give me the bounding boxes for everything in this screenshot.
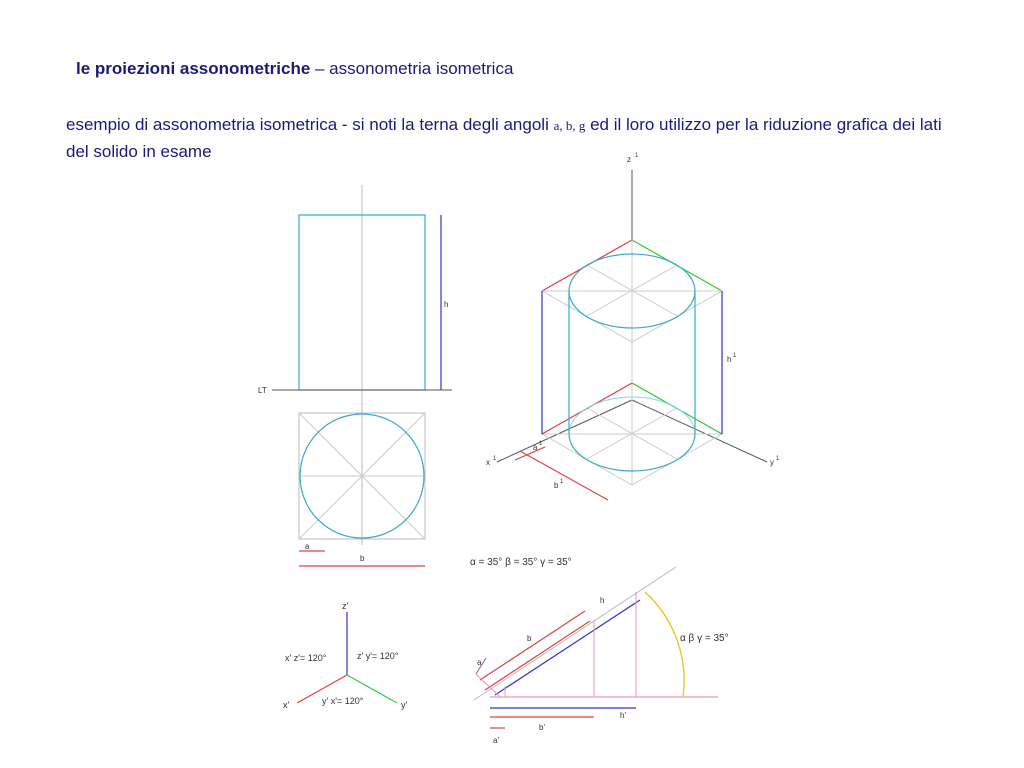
- description-text-after: ed il loro utilizzo per la riduzione grafica dei lati del solido in esame: [66, 115, 942, 161]
- label-y-prime: y': [401, 700, 408, 710]
- label-b-oblique: b: [527, 634, 532, 643]
- red-oblique-b: [480, 611, 585, 680]
- axis-x1: [497, 400, 632, 462]
- label-angle-zy: z' y'= 120°: [357, 651, 399, 661]
- description-greek-angles: a, b, g: [553, 118, 586, 133]
- blue-oblique-h: [495, 600, 640, 695]
- label-h1: h: [727, 355, 732, 364]
- description-text-before: esempio di assonometria isometrica - si noti la terna degli angoli: [66, 115, 554, 134]
- label-b: b: [360, 554, 365, 563]
- label-h1-sup: 1: [733, 353, 737, 359]
- label-angle-yx: y' x'= 120°: [322, 696, 364, 706]
- axes-angle-diagram: [283, 601, 408, 710]
- label-h1-reduced: h': [620, 711, 626, 720]
- label-z1: z: [627, 155, 631, 164]
- label-x-prime: x': [283, 700, 290, 710]
- label-a-oblique: a: [477, 658, 482, 667]
- label-angles-arc: α β γ = 35°: [680, 633, 729, 644]
- label-a1: a: [533, 443, 538, 452]
- axis-y1: [632, 400, 767, 462]
- label-x1-sup: 1: [493, 456, 497, 462]
- diagonal-guide: [474, 567, 676, 700]
- label-h: h: [444, 300, 449, 309]
- isometric-view: [486, 153, 780, 500]
- segment-a1: [515, 447, 545, 460]
- reduction-diagram: [470, 557, 729, 745]
- label-y1-sup: 1: [776, 456, 780, 462]
- title-rest: – assonometria isometrica: [310, 59, 514, 78]
- angle-arc: [645, 592, 684, 697]
- segment-b1: [520, 451, 608, 500]
- label-b1-sup: 1: [560, 479, 564, 485]
- label-a1-reduced: a': [493, 736, 499, 745]
- label-angles-top: α = 35° β = 35° γ = 35°: [470, 557, 572, 568]
- label-y1: y: [770, 458, 774, 467]
- label-lt: LT: [258, 386, 267, 395]
- label-a: a: [305, 542, 310, 551]
- label-b1-reduced: b': [539, 723, 545, 732]
- orthographic-view: [258, 185, 452, 566]
- label-x1: x: [486, 458, 490, 467]
- label-a1-sup: 1: [539, 441, 543, 447]
- label-h-oblique: h: [600, 596, 605, 605]
- label-b1: b: [554, 481, 559, 490]
- title-bold: le proiezioni assonometriche: [76, 59, 311, 78]
- label-angle-xz: x' z'= 120°: [285, 653, 327, 663]
- label-z-prime: z': [342, 601, 349, 611]
- label-z1-sup: 1: [635, 153, 639, 159]
- red-oblique-b-2: [485, 621, 590, 690]
